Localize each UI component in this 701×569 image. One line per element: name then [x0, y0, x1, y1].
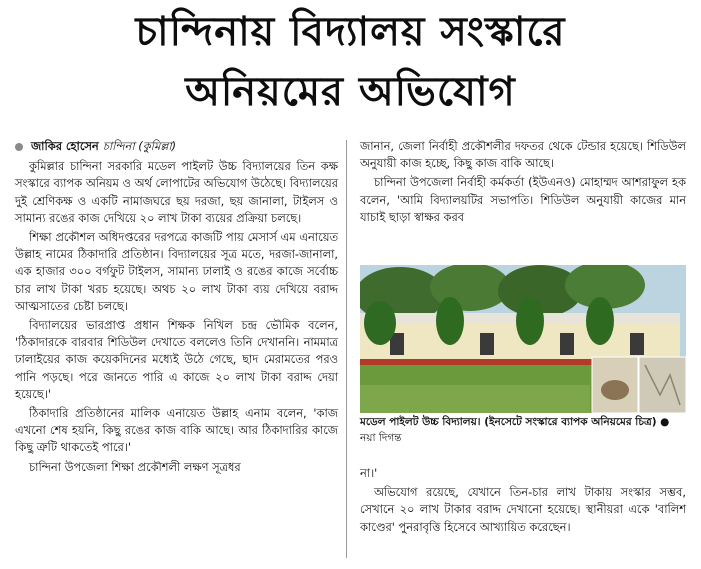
byline-location: চান্দিনা (কুমিল্লা)	[102, 139, 177, 153]
caption-source: ● নয়া দিগন্ত	[360, 416, 670, 444]
headline-line-1: চান্দিনায় বিদ্যালয় সংস্কারে	[135, 9, 566, 55]
paragraph: জানান, জেলা নির্বাহী প্রকৌশলীর দফতর থেকে টেন্ডার হয়েছে। শিডিউল অনুযায়ী কাজ হচ্ছে, কিছু কাজ বাকি আছে।	[360, 139, 686, 171]
left-column	[15, 138, 338, 478]
byline	[15, 138, 338, 155]
paragraph: অভিযোগ রয়েছে, যেখানে তিন-চার লাখ টাকায় সংস্কার সম্ভব, সেখানে ২০ লাখ টাকার বরাদ্দ দেখানো হয়েছে। স্থানীয়রা একে 'বালিশ কাণ্ডের' পুনরাবৃত্তি হিসেবে আখ্যায়িত করেছেন।	[360, 485, 686, 534]
reporter-name: জাকির হোসেন	[30, 139, 99, 153]
column-divider	[346, 140, 347, 558]
paragraph: চান্দিনা উপজেলা নির্বাহী কর্মকর্তা (ইউএনও) মোহাম্মদ আশরাফুল হক বলেন, 'আমি বিদ্যালয়টির সভাপতি। শিডিউল অনুযায়ী কাজের মান যাচাই ছাড়া স্বাক্ষর করব	[360, 175, 686, 224]
bullet-icon	[15, 143, 23, 151]
paragraph: ঠিকাদারি প্রতিষ্ঠানের মালিক এনায়েত উল্লাহ এনাম বলেন, 'কাজ এখনো শেষ হয়নি, কিছু রঙের কাজ বাকি আছে। আর ঠিকাদারির কাজে কিছু ত্রুটি থাকতেই পারে।'	[15, 406, 338, 455]
right-column	[360, 138, 686, 228]
paragraph: কুমিল্লার চান্দিনা সরকারি মডেল পাইলট উচ্চ বিদ্যালয়ের তিন কক্ষ সংস্কারে ব্যাপক অনিয়ম ও অর্থ লোপাটের অভিযোগ উঠেছে। বিদ্যালয়ের দুই শ্রেণিকক্ষ ও একটি নামাজঘরে ছয় দরজা, ছয় জানালা, টাইলস ও সামান্য রঙের কাজ দেখিয়ে ২০ লাখ টাকা ব্যয়ের প্রক্রিয়া চলছে।	[15, 159, 338, 225]
paragraph: বিদ্যালয়ের ভারপ্রাপ্ত প্রধান শিক্ষক নিখিল চন্দ্র ভৌমিক বলেন, 'ঠিকাদারকে বারবার শিডিউল দেখাতে বললেও তিনি দেখাননি। নামমাত্র ঢালাইয়ের কাজ কয়েকদিনের মধ্যেই উঠে গেছে, ছাদ মেরামতের পরও পানি পড়ছে। পরে জানতে পারি এ কাজে ২০ লাখ টাকা বরাদ্দ দেয়া হয়েছে।'	[15, 318, 338, 401]
school-photo	[360, 265, 686, 413]
paragraph: না।'	[360, 466, 378, 480]
right-column-continued	[360, 465, 686, 538]
caption-text: মডেল পাইলট উচ্চ বিদ্যালয়। (ইনসেটে সংস্কারে ব্যাপক অনিয়মের চিত্র)	[360, 416, 657, 428]
paragraph: চান্দিনা উপজেলা শিক্ষা প্রকৌশলী লক্ষণ সূত্রধর	[29, 459, 241, 474]
school-building-image	[360, 265, 686, 413]
paragraph: শিক্ষা প্রকৌশল অধিদপ্তরের দরপত্রে কাজটি পায় মেসার্স এম এনায়েত উল্লাহ নামের ঠিকাদারি প্রতিষ্ঠান। বিদ্যালয়ের সূত্র মতে, দরজা-জানালা, এক হাজার ৩০০ বর্গফুট টাইলস, সামান্য ঢালাই ও রঙের কাজে সর্বোচ্চ চার লাখ টাকা খরচ হয়েছে। অথচ ২০ লাখ টাকা ব্যয় দেখিয়ে বরাদ্দ আত্মসাতের চেষ্টা চলছে।	[15, 230, 338, 313]
headline-line-2: অনিয়মের অভিযোগ	[185, 69, 516, 115]
photo-caption	[360, 414, 686, 446]
